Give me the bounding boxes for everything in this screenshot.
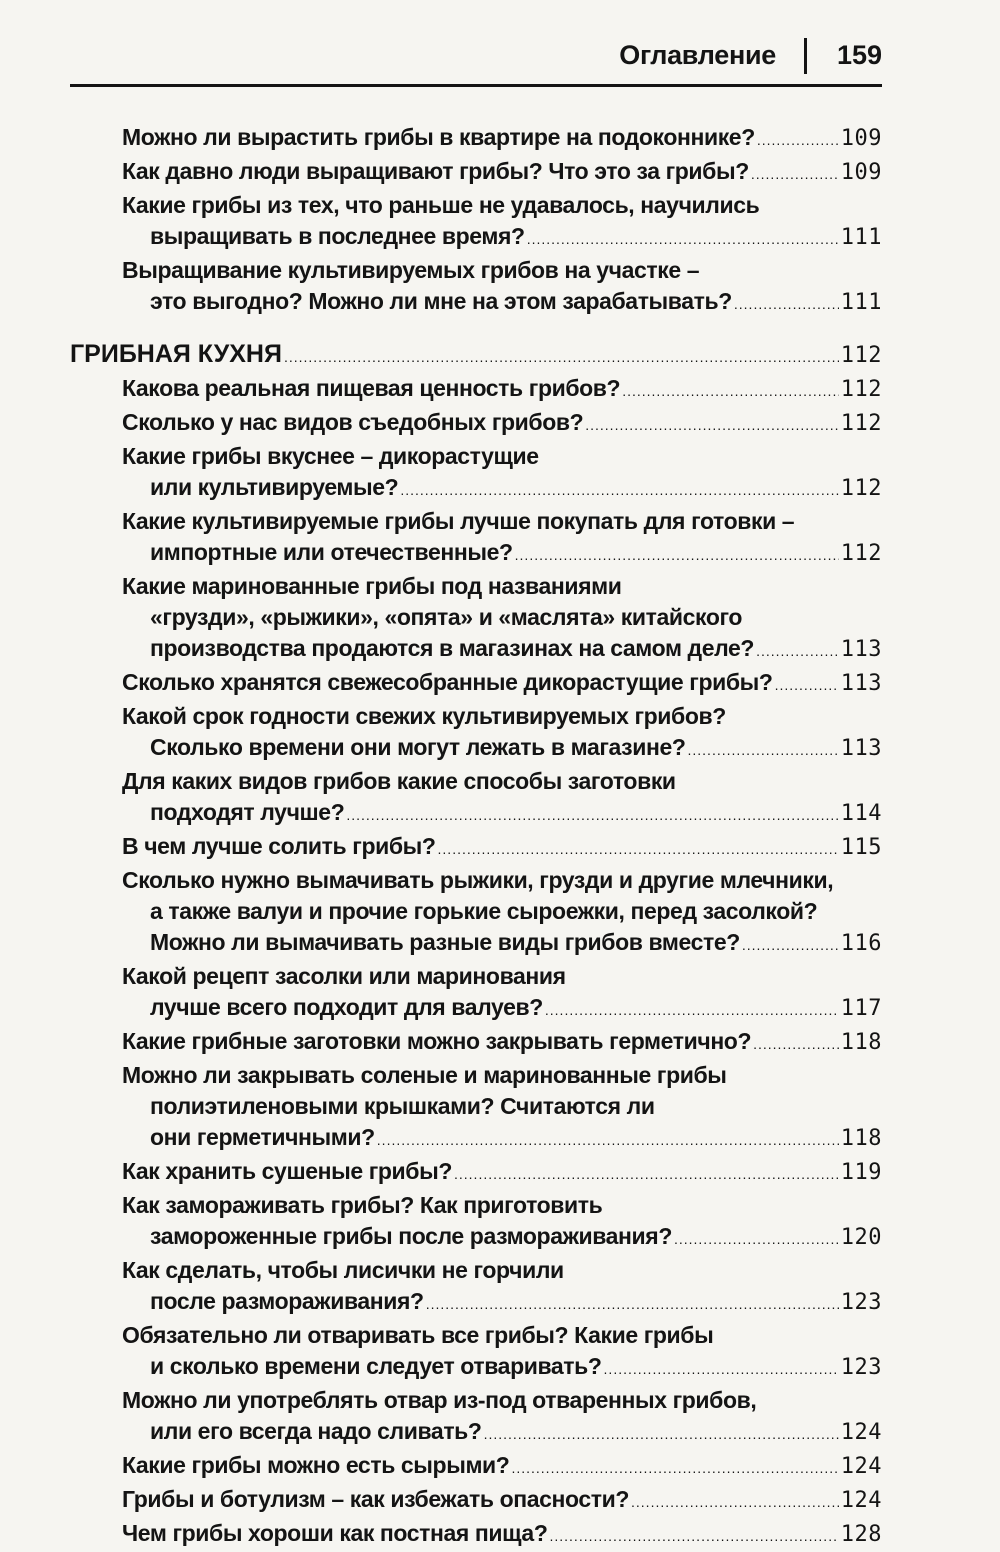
toc-entry <box>70 255 882 320</box>
toc-entry-line <box>122 255 882 286</box>
dot-leader <box>515 540 839 571</box>
dot-leader <box>484 1419 839 1450</box>
toc-entry-text: Можно ли вымачивать разные виды грибов вместе? <box>150 929 740 955</box>
toc-entry-line <box>122 1255 882 1286</box>
toc-entry-line <box>122 602 882 633</box>
toc-entry <box>70 373 882 407</box>
toc-entry <box>70 1190 882 1255</box>
toc-entry-text: производства продаются в магазинах на самом деле? <box>150 635 755 661</box>
toc-page-number: 112 <box>840 476 882 501</box>
toc-entry-text: Сколько нужно вымачивать рыжики, грузди и другие млечники, <box>122 867 834 893</box>
toc-page-number: 118 <box>840 1030 882 1055</box>
toc-entry <box>70 1060 882 1156</box>
toc-entry <box>70 190 882 255</box>
toc-page-number: 109 <box>840 126 882 151</box>
toc-entry <box>70 865 882 961</box>
toc-entry-text: Можно ли закрывать соленые и маринованные грибы <box>122 1062 727 1088</box>
toc-entry-line <box>122 766 882 797</box>
toc-entry-text: Выращивание культивируемых грибов на участке – <box>122 257 700 283</box>
toc-entry-text: это выгодно? Можно ли мне на этом зарабатывать? <box>150 288 732 314</box>
toc-entry <box>70 122 882 156</box>
toc-page-number: 124 <box>840 1488 882 1513</box>
toc-page-number: 124 <box>840 1420 882 1445</box>
page-number: 159 <box>836 40 882 70</box>
dot-leader <box>511 1453 838 1484</box>
toc-entry-text: Какие грибные заготовки можно закрывать герметично? <box>122 1028 752 1054</box>
toc-entry-text: Какие грибы можно есть сырыми? <box>122 1452 510 1478</box>
toc-entry-line <box>122 373 882 407</box>
dot-leader <box>438 834 839 865</box>
toc-entry-text: после размораживания? <box>150 1288 424 1314</box>
toc-entry-text: они герметичными? <box>150 1124 375 1150</box>
toc-page-number: 118 <box>840 1126 882 1151</box>
toc-entry <box>70 831 882 865</box>
toc-page-number: 128 <box>840 1522 882 1547</box>
toc-entry-line <box>122 797 882 831</box>
dot-leader <box>756 636 839 667</box>
toc-entry-text: Какие маринованные грибы под названиями <box>122 573 622 599</box>
toc-entry-text: Как давно люди выращивают грибы? Что это за грибы? <box>122 158 749 184</box>
toc-page-number: 111 <box>840 290 882 315</box>
toc-entry-line <box>122 1060 882 1091</box>
toc-entry <box>70 1484 882 1518</box>
toc-entry <box>70 407 882 441</box>
toc-entry-line <box>122 1484 882 1518</box>
toc-entry-text: Какой рецепт засолки или маринования <box>122 963 566 989</box>
toc-entry-line <box>122 1320 882 1351</box>
toc-entry-text: замороженные грибы после размораживания? <box>150 1223 672 1249</box>
toc-entry-line <box>122 865 882 896</box>
toc-entry-text: Сколько хранятся свежесобранные дикорастущие грибы? <box>122 669 773 695</box>
toc-entry-text: Можно ли употреблять отвар из-под отваренных грибов, <box>122 1387 757 1413</box>
toc-entry-line <box>122 896 882 927</box>
running-header <box>70 40 882 80</box>
toc-page-number: 117 <box>840 996 882 1021</box>
toc-entry-text: или его всегда надо сливать? <box>150 1418 482 1444</box>
running-title: Оглавление <box>619 40 776 70</box>
toc-entry <box>70 701 882 766</box>
dot-leader <box>631 1487 839 1518</box>
toc-entry-text: или культивируемые? <box>150 474 399 500</box>
toc-entry-line <box>122 701 882 732</box>
dot-leader <box>753 1029 839 1060</box>
toc-entry <box>70 1255 882 1320</box>
toc-page-number: 113 <box>840 637 882 662</box>
toc-entry-line <box>122 190 882 221</box>
toc-entry-line <box>122 992 882 1026</box>
toc-entry-line <box>122 1091 882 1122</box>
table-of-contents <box>70 122 882 1552</box>
toc-entry-text: и сколько времени следует отваривать? <box>150 1353 602 1379</box>
toc-entry <box>70 766 882 831</box>
toc-entry-line <box>122 961 882 992</box>
toc-entry-line <box>122 732 882 766</box>
toc-page-number: 113 <box>840 736 882 761</box>
toc-entry-text: лучше всего подходит для валуев? <box>150 994 543 1020</box>
toc-entry-text: выращивать в последнее время? <box>150 223 525 249</box>
toc-page-number: 123 <box>840 1355 882 1380</box>
toc-entry-text: полиэтиленовыми крышками? Считаются ли <box>150 1093 655 1119</box>
toc-page-number: 111 <box>840 225 882 250</box>
toc-entry <box>70 506 882 571</box>
toc-entry-line <box>122 571 882 602</box>
toc-entry-text: Какие грибы вкуснее – дикорастущие <box>122 443 539 469</box>
toc-entry <box>70 1156 882 1190</box>
dot-leader <box>284 342 839 373</box>
dot-leader <box>454 1159 839 1190</box>
toc-entry-line <box>122 1450 882 1484</box>
toc-entry-line <box>122 1351 882 1385</box>
toc-entry-line <box>122 407 882 441</box>
toc-entry-line <box>122 1026 882 1060</box>
dot-leader <box>377 1125 839 1156</box>
toc-page-number: 119 <box>840 1160 882 1185</box>
toc-entry-line <box>122 472 882 506</box>
toc-entry <box>70 961 882 1026</box>
toc-page-number: 120 <box>840 1225 882 1250</box>
toc-entry-line <box>122 1286 882 1320</box>
toc-page-number: 123 <box>840 1290 882 1315</box>
dot-leader <box>545 995 839 1026</box>
dot-leader <box>400 475 838 506</box>
dot-leader <box>585 410 839 441</box>
toc-page-number: 115 <box>840 835 882 860</box>
toc-entry <box>70 156 882 190</box>
dot-leader <box>346 800 838 831</box>
toc-page-number: 116 <box>840 931 882 956</box>
toc-page-number: 112 <box>840 377 882 402</box>
dot-leader <box>751 159 839 190</box>
toc-section-heading <box>70 339 882 373</box>
toc-page-number: 109 <box>840 160 882 185</box>
toc-entry-text: Сколько у нас видов съедобных грибов? <box>122 409 584 435</box>
toc-entry-text: Чем грибы хороши как постная пища? <box>122 1520 548 1546</box>
toc-entry-line <box>122 286 882 320</box>
dot-leader <box>688 735 839 766</box>
toc-entry-text: Какой срок годности свежих культивируемых грибов? <box>122 703 726 729</box>
toc-entry-line <box>122 221 882 255</box>
toc-entry-line <box>122 667 882 701</box>
toc-entry-text: ГРИБНАЯ КУХНЯ <box>70 340 282 368</box>
dot-leader <box>527 224 839 255</box>
toc-entry-text: Какова реальная пищевая ценность грибов? <box>122 375 621 401</box>
dot-leader <box>674 1224 839 1255</box>
toc-entry-text: Какие грибы из тех, что раньше не удавалось, научились <box>122 192 760 218</box>
toc-entry-text: Какие культивируемые грибы лучше покупать для готовки – <box>122 508 795 534</box>
toc-entry-text: импортные или отечественные? <box>150 539 513 565</box>
toc-entry-line <box>122 156 882 190</box>
toc-entry-line <box>122 506 882 537</box>
header-separator <box>804 38 807 74</box>
toc-entry-line <box>122 122 882 156</box>
toc-entry-line <box>70 339 882 373</box>
toc-entry-text: Как сделать, чтобы лисички не горчили <box>122 1257 564 1283</box>
toc-entry <box>70 571 882 667</box>
dot-leader <box>775 670 839 701</box>
dot-leader <box>426 1289 839 1320</box>
toc-entry <box>70 667 882 701</box>
toc-entry-text: Сколько времени они могут лежать в магазине? <box>150 734 686 760</box>
toc-page-number: 112 <box>840 411 882 436</box>
dot-leader <box>604 1354 839 1385</box>
toc-page-number: 113 <box>840 671 882 696</box>
toc-entry-line <box>122 1416 882 1450</box>
dot-leader <box>622 376 839 407</box>
toc-entry-line <box>122 1221 882 1255</box>
toc-entry-text: а также валуи и прочие горькие сыроежки, перед засолкой? <box>150 898 818 924</box>
toc-entry-line <box>122 831 882 865</box>
toc-entry-text: Как хранить сушеные грибы? <box>122 1158 452 1184</box>
dot-leader <box>757 125 839 156</box>
toc-entry-text: В чем лучше солить грибы? <box>122 833 436 859</box>
dot-leader <box>734 289 839 320</box>
toc-entry-text: «грузди», «рыжики», «опята» и «маслята» китайского <box>150 604 742 630</box>
toc-entry-line <box>122 633 882 667</box>
dot-leader <box>549 1521 838 1552</box>
toc-entry <box>70 441 882 506</box>
toc-page-number: 112 <box>840 541 882 566</box>
dot-leader <box>742 930 839 961</box>
toc-entry-line <box>122 1156 882 1190</box>
toc-entry-text: Для каких видов грибов какие способы заготовки <box>122 768 676 794</box>
toc-page-number: 124 <box>840 1454 882 1479</box>
toc-entry-text: Грибы и ботулизм – как избежать опасности? <box>122 1486 630 1512</box>
toc-entry-line <box>122 927 882 961</box>
toc-entry-line <box>122 1385 882 1416</box>
toc-entry-text: Как замораживать грибы? Как приготовить <box>122 1192 603 1218</box>
toc-entry-line <box>122 1122 882 1156</box>
toc-page-number: 112 <box>840 343 882 368</box>
toc-entry-text: Можно ли вырастить грибы в квартире на подоконнике? <box>122 124 755 150</box>
toc-entry <box>70 1320 882 1385</box>
toc-entry-line <box>122 1190 882 1221</box>
toc-entry <box>70 1385 882 1450</box>
toc-page-number: 114 <box>840 801 882 826</box>
toc-entry <box>70 1450 882 1484</box>
toc-entry-text: подходят лучше? <box>150 799 345 825</box>
toc-entry-line <box>122 441 882 472</box>
toc-entry <box>70 1026 882 1060</box>
toc-entry-line <box>122 537 882 571</box>
toc-entry-text: Обязательно ли отваривать все грибы? Какие грибы <box>122 1322 714 1348</box>
header-rule <box>70 84 882 87</box>
